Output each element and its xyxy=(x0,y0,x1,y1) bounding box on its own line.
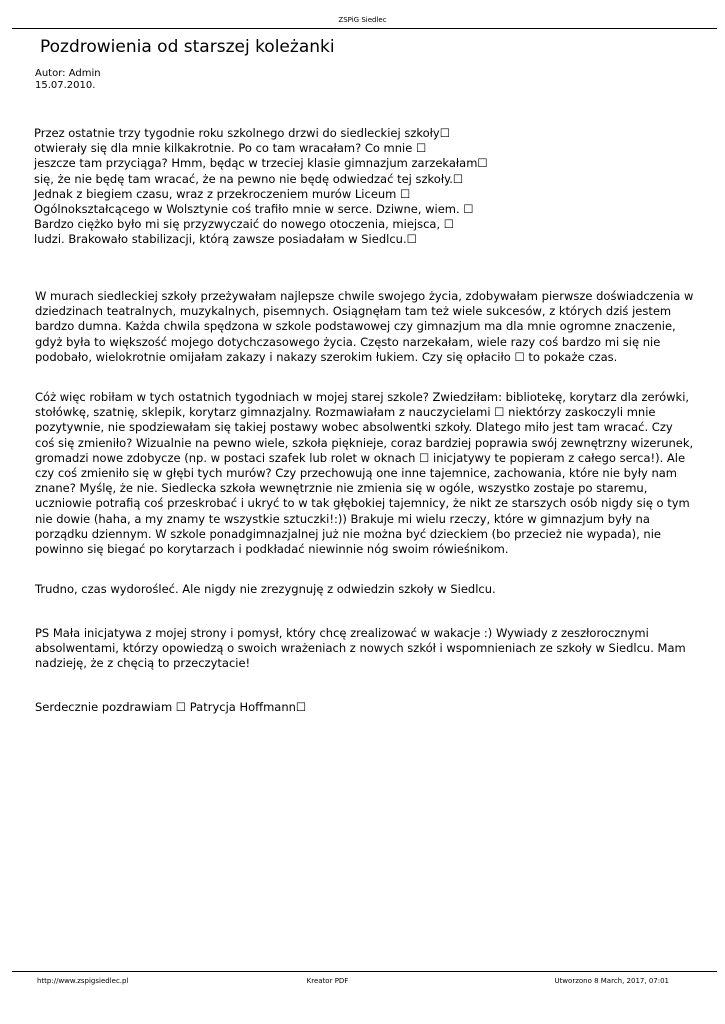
intro-line: Ogólnokształcącego w Wolsztynie coś trafiło mnie w serce. Dziwne, wiem. ☐ xyxy=(34,202,474,217)
body-paragraph-signature xyxy=(35,700,695,715)
paragraph-text: Serdecznie pozdrawiam ☐ Patrycja Hoffmann☐ xyxy=(35,700,307,714)
body-paragraph-memories xyxy=(35,289,695,365)
intro-line: otwierały się dla mnie kilkakrotnie. Po co tam wracałam? Co mnie ☐ xyxy=(34,141,427,156)
intro-line: ludzi. Brakowało stabilizacji, którą zawsze posiadałam w Siedlcu.☐ xyxy=(34,232,417,247)
article-title: Pozdrowienia od starszej koleżanki xyxy=(40,37,335,57)
intro-line: jeszcze tam przyciąga? Hmm, będąc w trzeciej klasie gimnazjum zarzekałam☐ xyxy=(34,156,488,171)
intro-line: się, że nie będę tam wracać, że na pewno nie będę odwiedzać tej szkoły.☐ xyxy=(34,171,464,186)
header-divider xyxy=(12,28,717,29)
article-date: 15.07.2010. xyxy=(35,80,96,91)
body-paragraph-ps xyxy=(35,626,695,672)
body-paragraph-grow-up xyxy=(35,582,695,597)
footer-url: http://www.zspigsiedlec.pl xyxy=(37,977,129,985)
footer-divider xyxy=(12,971,717,972)
intro-line: Przez ostatnie trzy tygodnie roku szkolnego drzwi do siedleckiej szkoły☐ xyxy=(34,126,451,140)
footer-generator: Kreator PDF xyxy=(306,977,349,985)
paragraph-text: Trudno, czas wydorośleć. Ale nigdy nie zrezygnuję z odwiedzin szkoły w Siedlcu. xyxy=(35,582,496,596)
footer-created-date: Utworzono 8 March, 2017, 07:01 xyxy=(554,977,669,985)
intro-paragraph xyxy=(34,126,488,248)
paragraph-text: Cóż więc robiłam w tych ostatnich tygodniach w mojej starej szkole? Zwiedziłam: bibliotekę, korytarz dla zerówki, stołówkę, szatnię, sklepik, korytarz gimnazjalny. Rozmawiałam z nauczycielami ☐ niektórzy zaskoczyli mnie pozytywnie, nie spodziewałam się takiej postawy wobec absolwentki szkoły. Dlatego miło jest tam wracać. Czy coś się zmieniło? Wizualnie na pewno wiele, szkoła pięknieje, coraz bardziej poprawia swój zewnętrzny wizerunek, gromadzi nowe zdobycze (np. w postaci szafek lub rolet w oknach ☐ inicjatywy te popieram z całego serca!). Ale czy coś zmieniło się w głębi tych murów? Czy przechowują one inne tajemnice, zachowania, które nie były nam znane? Myślę, że nie. Siedlecka szkoła wewnętrznie nie zmienia się w ogóle, wszystko zostaje po staremu, uczniowie potrafią coś przeskrobać i ukryć to w tak głębokiej tajemnicy, że nikt ze starszych osób nigdy się o tym nie dowie (haha, a my znamy te wszystkie sztuczki!:)) Brakuje mi wielu rzeczy, które w gimnazjum były na porządku dziennym. W szkole ponadgimnazjalnej już nie można być dzieckiem (bo przecież nie wypada), nie powinno się biegać po korytarzach i podkładać niewinnie nóg swoim rówieśnikom. xyxy=(35,390,694,557)
intro-line: Jednak z biegiem czasu, wraz z przekroczeniem murów Liceum ☐ xyxy=(34,186,411,201)
intro-line: Bardzo ciężko było mi się przyzwyczaić do nowego otoczenia, miejsca, ☐ xyxy=(34,217,455,232)
paragraph-text: W murach siedleckiej szkoły przeżywałam najlepsze chwile swojego życia, zdobywałam pierwsze doświadczenia w dziedzinach teatralnych, muzykalnych, pisemnych. Osiągnęłam tam też wiele sukcesów, z których dziś jestem bardzo dumna. Każda chwila spędzona w szkole podstawowej czy gimnazjum ma dla mnie ogromne znaczenie, gdyż była to większość mojego dotychczasowego życia. Często narzekałam, wiele razy coś bardzo mi się nie podobało, wielokrotnie omijałam zakazy i nakazy szerokim łukiem. Czy się opłaciło ☐ to pokaże czas. xyxy=(35,289,694,364)
body-paragraph-visit xyxy=(35,390,695,557)
site-name: ZSPiG Siedlec xyxy=(338,16,387,24)
paragraph-text: PS Mała inicjatywa z mojej strony i pomysł, który chcę zrealizować w wakacje :) Wywiady z zeszłorocznymi absolwentami, którzy opowiedzą o swoich wrażeniach z nowych szkół i wspomnieniach ze szkoły w Siedlcu. Mam nadzieję, że z chęcią to przeczytacie! xyxy=(35,626,686,671)
article-author: Autor: Admin xyxy=(35,68,101,79)
